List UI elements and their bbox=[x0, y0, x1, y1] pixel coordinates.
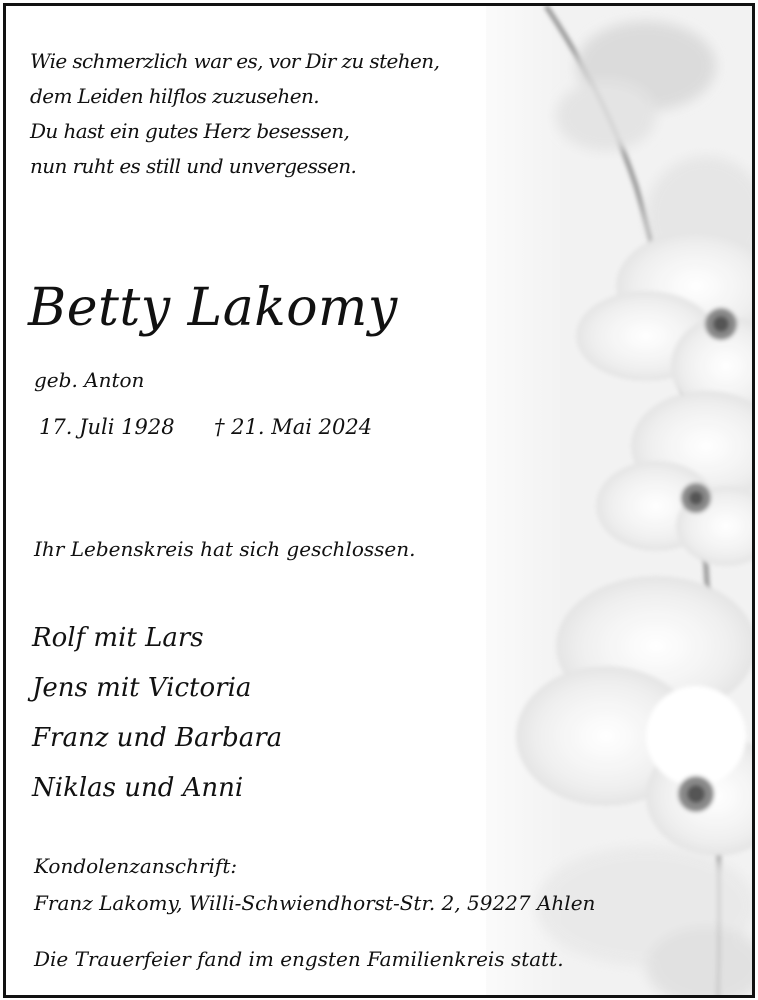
birth-date: 17. Juli 1928 bbox=[39, 415, 175, 439]
mourners-list bbox=[32, 613, 282, 813]
closing-line: Ihr Lebenskreis hat sich geschlossen. bbox=[34, 537, 416, 561]
poem-line: nun ruht es still und unvergessen. bbox=[30, 154, 357, 178]
memorial-poem bbox=[30, 44, 439, 184]
obituary-notice bbox=[3, 3, 755, 998]
mourner-entry: Jens mit Victoria bbox=[32, 673, 252, 703]
poem-line: Du hast ein gutes Herz besessen, bbox=[30, 119, 350, 143]
maiden-name: geb. Anton bbox=[34, 368, 145, 392]
deceased-name: Betty Lakomy bbox=[28, 278, 398, 338]
mourner-entry: Niklas und Anni bbox=[32, 773, 244, 803]
poem-line: dem Leiden hilflos zuzusehen. bbox=[30, 84, 319, 108]
condolence-address: Franz Lakomy, Willi-Schwiendhorst-Str. 2, 59227 Ahlen bbox=[34, 891, 596, 915]
condolence-label: Kondolenzanschrift: bbox=[34, 854, 238, 878]
funeral-note: Die Trauerfeier fand im engsten Familienkreis statt. bbox=[34, 947, 564, 971]
mourner-entry: Rolf mit Lars bbox=[32, 623, 204, 653]
mourner-entry: Franz und Barbara bbox=[32, 723, 283, 753]
poem-line: Wie schmerzlich war es, vor Dir zu stehen, bbox=[30, 49, 440, 73]
death-date: † 21. Mai 2024 bbox=[214, 415, 373, 439]
